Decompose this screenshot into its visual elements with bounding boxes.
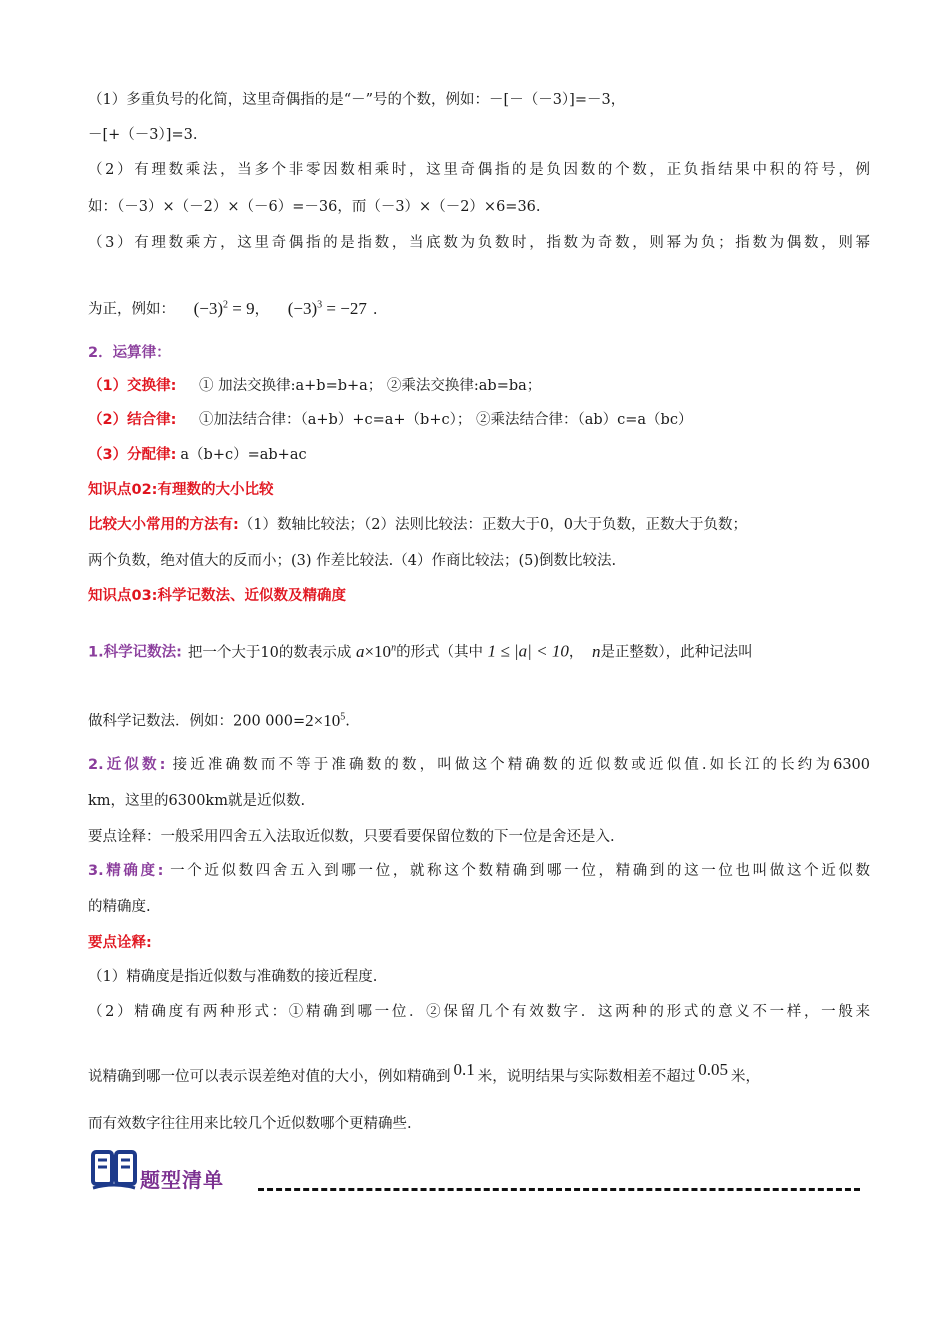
sci-example-prefix: 做科学记数法．例如：200 000= — [88, 713, 306, 730]
sci-expr-a: a — [355, 641, 365, 661]
sci-expr-n: n — [391, 642, 397, 653]
rule-3-prefix: 为正，例如： — [88, 301, 175, 318]
sci-notation-label: 1.科学记数法: — [88, 644, 182, 661]
power-expression-1 — [194, 299, 255, 318]
expr2-exponent: 3 — [317, 299, 323, 310]
banner-title: 题型清单 — [140, 1168, 224, 1192]
rule-1-line-a: （1）多重负号的化简，这里奇偶指的是“－”号的个数，例如：－[－（－3）]=－3， — [88, 92, 626, 108]
law-associative-label: （2）结合律: — [88, 412, 177, 428]
law-commutative — [88, 376, 870, 396]
k02-label: 比较大小常用的方法有: — [88, 517, 239, 533]
power-expression-2 — [288, 299, 367, 318]
note-2-line-c: 而有效数字往往用来比较几个近似数哪个更精确些. — [88, 1116, 412, 1132]
banner-dashed-rule — [258, 1188, 860, 1191]
note-2-line-b — [88, 1060, 870, 1087]
expr1-rhs: = 9 — [228, 298, 255, 318]
sci-notation-line-b — [88, 707, 870, 732]
sci-example-expression — [305, 711, 345, 730]
precision-line-b: 的精确度. — [88, 899, 151, 915]
sci-example-end: . — [345, 713, 350, 730]
sci-condition: 1 ≤ |a| < 10 — [487, 641, 569, 661]
rule-3-line-a: （3）有理数乘方，这里奇偶指的是指数，当底数为负数时，指数为奇数，则幂为负；指数为偶数，则幂 — [88, 235, 870, 251]
rule-3-separator: ， — [254, 301, 270, 318]
precision-text-a: 一个近似数四舍五入到哪一位，就称这个数精确到哪一位，精确到的这一位也叫做这个近似数 — [167, 863, 870, 879]
k02-line-b: 两个负数，绝对值大的反而小；(3) 作差比较法.（4）作商比较法；(5)倒数比较法. — [88, 553, 617, 569]
precision-label: 3.精确度: — [88, 863, 164, 879]
expr1-base: (−3) — [193, 298, 224, 318]
k02-heading: 知识点02:有理数的大小比较 — [88, 482, 274, 498]
sci-text-3: 是正整数），此种记法叫 — [600, 644, 753, 661]
law-commutative-text: ① 加法交换律:a+b=b+a； ②乘法交换律:ab=ba； — [194, 378, 542, 394]
rule-3-end: . — [372, 301, 378, 318]
law-distributive-text: a（b+c）=ab+ac — [180, 447, 307, 463]
sci-text-2: 的形式（其中 — [396, 644, 484, 661]
law-associative-text: ①加法结合律：（a+b）+c=a+（b+c）； ②乘法结合律：（ab）c=a（bc） — [194, 412, 693, 428]
note-2-text-3: 米， — [731, 1069, 760, 1085]
law-commutative-label: （1）交换律: — [88, 378, 177, 394]
k02-line-a — [88, 515, 870, 535]
rule-1-line-b: －[+（－3）]=3. — [88, 127, 198, 143]
rule-2-line-b: 如：（－3）×（－2）×（－6）=－36，而（－3）×（－2）×6=36. — [88, 199, 541, 215]
k02-text-a: （1）数轴比较法；（2）法则比较法：正数大于0，0大于负数，正数大于负数； — [238, 517, 747, 533]
sci-n: n — [591, 641, 601, 661]
note-2-value-2: 0.05 — [698, 1060, 728, 1079]
book-icon — [90, 1148, 138, 1192]
approx-text-a: 接近准确数而不等于准确数的数，叫做这个精确数的近似数或近似值.如长江的长约为6300 — [169, 757, 870, 773]
expr2-base: (−3) — [287, 298, 318, 318]
expr1-exponent: 2 — [223, 299, 229, 310]
note-1: （1）精确度是指近似数与准确数的接近程度. — [88, 969, 378, 985]
law-associative — [88, 410, 870, 430]
law-distributive — [88, 445, 870, 465]
sci-notation-line-a — [88, 638, 870, 663]
question-types-banner — [90, 1148, 860, 1194]
expr2-rhs: = −27 — [322, 298, 367, 318]
note-2-text-1: 说精确到哪一位可以表示误差绝对值的大小，例如精确到 — [88, 1069, 451, 1085]
sci-expression — [356, 642, 396, 661]
approx-line-b: km，这里的6300km就是近似数. — [88, 793, 306, 809]
note-label: 要点诠释: — [88, 935, 152, 951]
sci-expr-times: ×10 — [364, 641, 392, 661]
laws-heading: 2．运算律： — [88, 345, 171, 361]
note-2-value-1: 0.1 — [453, 1060, 475, 1079]
sci-text-1: 把一个大于10的数表示成 — [187, 644, 352, 661]
k03-heading: 知识点03:科学记数法、近似数及精确度 — [88, 588, 346, 604]
rule-2-line-a: （2）有理数乘法，当多个非零因数相乘时，这里奇偶指的是负因数的个数，正负指结果中积的符号，例 — [88, 162, 870, 178]
law-distributive-label: （3）分配律: — [88, 447, 177, 463]
sci-example-base: 2×10 — [305, 710, 341, 730]
note-2-line-a: （2）精确度有两种形式：①精确到哪一位．②保留几个有效数字．这两种的形式的意义不一样，一般来 — [88, 1004, 870, 1020]
approx-line-a — [88, 755, 870, 775]
sci-comma: ， — [568, 644, 584, 661]
note-2-text-2: 米，说明结果与实际数相差不超过 — [477, 1069, 696, 1085]
approx-label: 2.近似数: — [88, 757, 166, 773]
rule-3-line-b — [88, 295, 870, 320]
precision-line-a — [88, 861, 870, 881]
approx-note: 要点诠释：一般采用四舍五入法取近似数，只要看要保留位数的下一位是舍还是入. — [88, 829, 615, 845]
sci-example-exponent: 5 — [340, 711, 346, 722]
